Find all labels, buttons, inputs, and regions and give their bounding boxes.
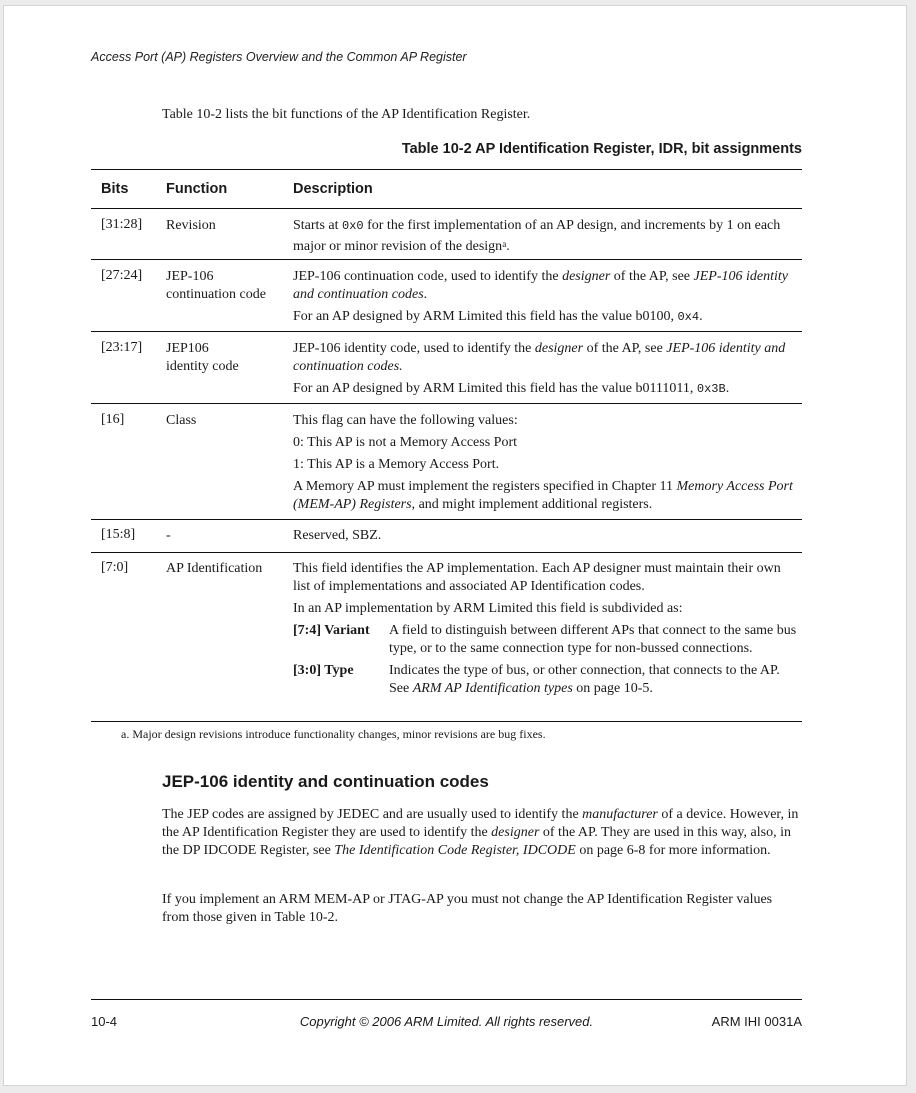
bits-cell: [27:24] xyxy=(101,268,143,283)
description-cell: JEP-106 identity code, used to identify the designer of the AP, see JEP-106 identity and continuation codes. For an AP designed by ARM Limited this field has the value b0111011, 0x3B. xyxy=(293,341,786,396)
description-cell: Starts at 0x0 for the first implementation of an AP design, and increments by 1 on each major or minor revision of the design$^a$. xyxy=(293,218,781,254)
section-title: JEP-106 identity and continuation codes xyxy=(162,772,489,791)
intro-paragraph: Table 10-2 lists the bit functions of the AP Identification Register. xyxy=(162,107,531,122)
document-page xyxy=(4,6,906,1085)
table-row xyxy=(91,553,802,721)
description-cell: This field identifies the AP implementation. Each AP designer must maintain their own list of implementations and associated AP Identification codes. In an AP implementation by ARM Limited this field is subdivided as: [7:4] Variant A field to distinguish between different APs that connect to the same bus type, or to the same connection type for non-bussed connections. [3:0] Type Indicates the type of bus, or other connection, that connects to the AP. See ARM AP Identification types on page 10-5. xyxy=(293,561,797,696)
table-row xyxy=(91,520,802,553)
table-row xyxy=(91,260,802,332)
table-footnote: a. Major design revisions introduce functionality changes, minor revisions are bug fixes. xyxy=(121,727,546,741)
column-header-description: Description xyxy=(293,181,373,197)
function-cell: AP Identification xyxy=(166,561,263,576)
section-paragraph: The JEP codes are assigned by JEDEC and are usually used to identify the manufacturer of a device. However, in the AP Identification Register they are used to identify the designer of the AP. They are used in this way, also, in the DP IDCODE Register, see The Identification Code Register, IDCODE on page 6-8 for more information. xyxy=(162,807,799,858)
bits-cell: [7:0] xyxy=(101,560,129,575)
cross-reference-link[interactable]: ARM AP Identification types xyxy=(412,681,573,696)
table-header-row xyxy=(91,170,802,209)
cross-reference-link[interactable]: Memory Access Port (MEM-AP) Registers xyxy=(293,479,793,512)
table-row xyxy=(91,404,802,520)
column-header-function: Function xyxy=(166,181,228,197)
function-cell: Class xyxy=(166,413,197,428)
description-cell: Reserved, SBZ. xyxy=(293,528,382,543)
running-header: Access Port (AP) Registers Overview and the Common AP Register xyxy=(91,50,467,64)
subfield-type: [3:0] Type Indicates the type of bus, or other connection, that connects to the AP. See ARM AP Identification types on page 10-5. xyxy=(293,663,780,696)
cross-reference-link[interactable]: JEP-106 identity and continuation codes. xyxy=(293,341,786,374)
document-id: ARM IHI 0031A xyxy=(711,1014,802,1029)
cross-reference-link[interactable]: The Identification Code Register, IDCODE xyxy=(334,843,576,858)
bits-cell: [16] xyxy=(101,412,125,427)
cross-reference-link[interactable]: JEP-106 identity and continuation codes xyxy=(293,269,788,302)
page-number: 10-4 xyxy=(91,1014,118,1029)
function-cell: - xyxy=(166,528,171,543)
column-header-bits: Bits xyxy=(101,181,129,197)
description-cell: This flag can have the following values: 0: This AP is not a Memory Access Port 1: This AP is a Memory Access Port. A Memory AP must implement the registers specified in Chapter 11 Memory Access Port (MEM-AP) Registers, and might implement additional registers. xyxy=(293,413,793,512)
footnote-ref[interactable]: a xyxy=(502,239,507,249)
section-paragraph: If you implement an ARM MEM-AP or JTAG-AP you must not change the AP Identification Register values from those given in Table 10-2. xyxy=(162,892,773,925)
bits-cell: [31:28] xyxy=(101,217,143,232)
bits-cell: [23:17] xyxy=(101,340,143,355)
description-cell: JEP-106 continuation code, used to identify the designer of the AP, see JEP-106 identity and continuation codes. For an AP designed by ARM Limited this field has the value b0100, 0x4. xyxy=(293,269,788,324)
table-row xyxy=(91,209,802,260)
copyright-notice: Copyright © 2006 ARM Limited. All rights reserved. xyxy=(299,1014,594,1029)
bits-cell: [15:8] xyxy=(101,527,136,542)
function-cell: Revision xyxy=(166,218,216,233)
table-row xyxy=(91,332,802,404)
table-title: Table 10-2 AP Identification Register, IDR, bit assignments xyxy=(401,141,802,157)
function-cell: JEP106 identity code xyxy=(166,341,239,374)
function-cell: JEP-106 continuation code xyxy=(166,269,266,302)
subfield-variant: [7:4] Variant A field to distinguish between different APs that connect to the same bus type, or to the same connection type for non-bussed connections. xyxy=(293,623,797,656)
bit-assignments-table xyxy=(91,169,802,722)
footer-divider xyxy=(91,999,802,1000)
